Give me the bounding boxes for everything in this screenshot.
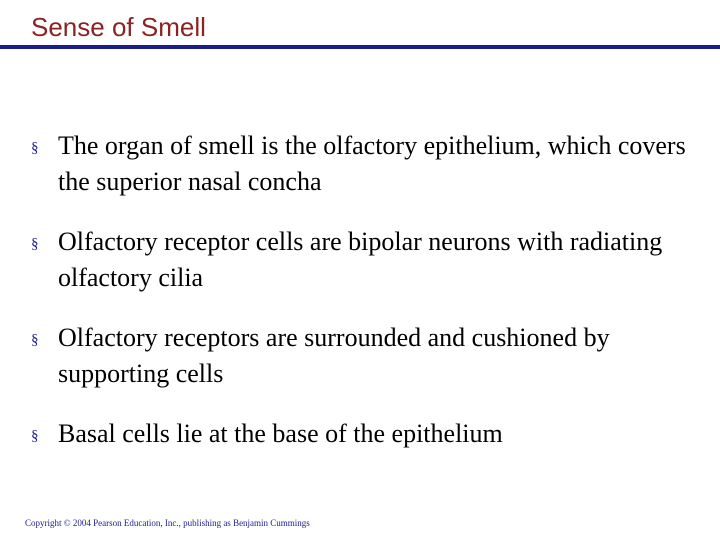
bullet-item	[31, 128, 711, 200]
bullet-text: The organ of smell is the olfactory epithelium, which covers the superior nasal concha	[58, 131, 686, 196]
bullet-item	[31, 224, 711, 296]
title-rule	[0, 45, 720, 49]
bullet-item	[31, 416, 711, 452]
bullet-text: Basal cells lie at the base of the epithelium	[58, 419, 503, 448]
bullet-text: Olfactory receptor cells are bipolar neurons with radiating olfactory cilia	[58, 227, 663, 292]
bullet-marker-icon: §	[31, 236, 39, 252]
bullet-list	[31, 128, 711, 476]
bullet-marker-icon: §	[31, 332, 39, 348]
copyright-footer: Copyright © 2004 Pearson Education, Inc., publishing as Benjamin Cummings	[25, 518, 310, 528]
bullet-text: Olfactory receptors are surrounded and cushioned by supporting cells	[58, 323, 610, 388]
bullet-item	[31, 320, 711, 392]
bullet-marker-icon: §	[31, 140, 39, 156]
bullet-marker-icon: §	[31, 428, 39, 444]
slide-title: Sense of Smell	[31, 12, 206, 42]
